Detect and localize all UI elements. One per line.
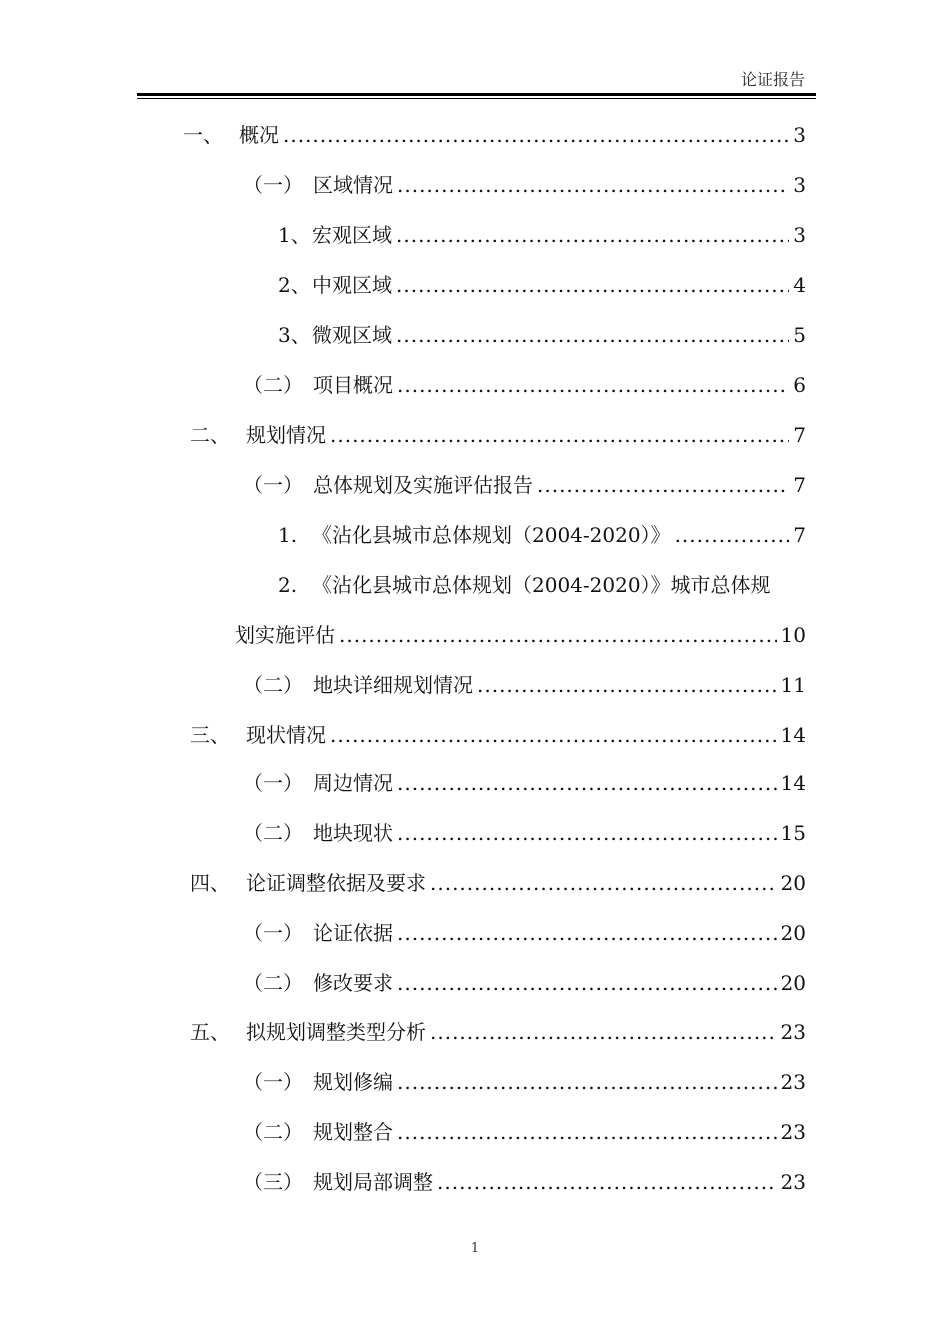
- toc-leader-dots: [397, 170, 789, 200]
- toc-title: 规划局部调整: [313, 1170, 433, 1194]
- toc-number: （二）: [243, 1120, 303, 1144]
- toc-number: （二）: [243, 373, 303, 397]
- toc-number: （一）: [243, 921, 303, 945]
- toc-page-number: 6: [793, 373, 806, 397]
- toc-entry[interactable]: [190, 868, 806, 898]
- toc-entry[interactable]: [243, 1067, 806, 1097]
- toc-page-number: 4: [793, 273, 806, 297]
- toc-leader-dots: [396, 270, 789, 300]
- toc-entry[interactable]: [278, 270, 806, 300]
- toc-entry-wrapped[interactable]: [278, 570, 771, 600]
- toc-page-number: 14: [780, 771, 806, 795]
- toc-page-number: 20: [780, 971, 806, 995]
- toc-number: 二、: [190, 423, 230, 447]
- toc-leader-dots: [397, 768, 777, 798]
- toc-entry[interactable]: [278, 320, 806, 350]
- toc-title: 地块详细规划情况: [313, 673, 473, 697]
- toc-number: 3、: [278, 323, 311, 347]
- toc-title: 《沾化县城市总体规划（2004-2020）》城市总体规: [312, 573, 771, 597]
- toc-page-number: 7: [793, 473, 806, 497]
- toc-leader-dots: [397, 370, 789, 400]
- toc-page-number: 3: [793, 123, 806, 147]
- toc-page-number: 14: [780, 723, 806, 747]
- toc-number: （一）: [243, 1070, 303, 1094]
- toc-entry[interactable]: [243, 370, 806, 400]
- toc-title: 《沾化县城市总体规划（2004-2020）》: [312, 523, 671, 547]
- toc-page-number: 23: [780, 1070, 806, 1094]
- toc-title: 项目概况: [313, 373, 393, 397]
- toc-title-continuation: 划实施评估: [235, 623, 335, 647]
- toc-number: （二）: [243, 821, 303, 845]
- toc-title: 微观区域: [312, 323, 392, 347]
- toc-leader-dots: [397, 968, 777, 998]
- toc-entry[interactable]: [278, 520, 806, 550]
- toc-page-number: 15: [780, 821, 806, 845]
- toc-title: 总体规划及实施评估报告: [313, 473, 533, 497]
- toc-number: （二）: [243, 971, 303, 995]
- toc-entry[interactable]: [278, 220, 806, 250]
- toc-title: 规划整合: [313, 1120, 393, 1144]
- toc-number: 1.: [278, 523, 298, 547]
- toc-title: 论证依据: [313, 921, 393, 945]
- toc-title: 周边情况: [313, 771, 393, 795]
- toc-page-number: 20: [780, 871, 806, 895]
- toc-entry[interactable]: [190, 720, 806, 750]
- toc-leader-dots: [396, 220, 789, 250]
- toc-title: 拟规划调整类型分析: [246, 1020, 426, 1044]
- toc-leader-dots: [330, 720, 777, 750]
- toc-leader-dots: [397, 918, 777, 948]
- toc-page-number: 7: [793, 523, 806, 547]
- page-number-footer: 1: [470, 1241, 480, 1256]
- toc-leader-dots: [397, 818, 777, 848]
- toc-number: 四、: [190, 871, 230, 895]
- toc-page-number: 23: [780, 1020, 806, 1044]
- toc-title: 区域情况: [313, 173, 393, 197]
- toc-page-number: 10: [780, 623, 806, 647]
- toc-title: 现状情况: [246, 723, 326, 747]
- toc-leader-dots: [430, 1017, 777, 1047]
- toc-entry-continuation[interactable]: [235, 620, 806, 650]
- toc-leader-dots: [397, 1067, 777, 1097]
- toc-leader-dots: [396, 320, 789, 350]
- toc-leader-dots: [339, 620, 777, 650]
- toc-page-number: 23: [780, 1120, 806, 1144]
- toc-page-number: 3: [793, 173, 806, 197]
- toc-leader-dots: [537, 470, 789, 500]
- toc-entry[interactable]: [243, 470, 806, 500]
- toc-number: （三）: [243, 1170, 303, 1194]
- toc-number: （二）: [243, 673, 303, 697]
- toc-entry[interactable]: [243, 968, 806, 998]
- toc-entry[interactable]: [190, 420, 806, 450]
- toc-page-number: 7: [793, 423, 806, 447]
- toc-number: （一）: [243, 771, 303, 795]
- toc-entry[interactable]: [183, 120, 806, 150]
- toc-entry[interactable]: [243, 1167, 806, 1197]
- toc-entry[interactable]: [243, 170, 806, 200]
- toc-entry[interactable]: [243, 670, 806, 700]
- toc-title: 规划情况: [246, 423, 326, 447]
- toc-leader-dots: [330, 420, 789, 450]
- toc-title: 中观区域: [312, 273, 392, 297]
- toc-page-number: 11: [780, 673, 806, 697]
- toc-entry[interactable]: [243, 918, 806, 948]
- toc-page-number: 20: [780, 921, 806, 945]
- toc-number: 2、: [278, 273, 311, 297]
- toc-number: 五、: [190, 1020, 230, 1044]
- toc-title: 论证调整依据及要求: [246, 871, 426, 895]
- toc-leader-dots: [430, 868, 777, 898]
- toc-number: 一、: [183, 123, 223, 147]
- header-rule-thin: [137, 98, 816, 99]
- toc-leader-dots: [437, 1167, 777, 1197]
- toc-page-number: 3: [793, 223, 806, 247]
- toc-page-number: 23: [780, 1170, 806, 1194]
- toc-number: （一）: [243, 473, 303, 497]
- toc-page-number: 5: [793, 323, 806, 347]
- toc-title: 宏观区域: [312, 223, 392, 247]
- toc-number: 1、: [278, 223, 311, 247]
- toc-title: 修改要求: [313, 971, 393, 995]
- toc-number: （一）: [243, 173, 303, 197]
- toc-title: 概况: [239, 123, 279, 147]
- toc-leader-dots: [397, 1117, 777, 1147]
- toc-number: 三、: [190, 723, 230, 747]
- header-title: 论证报告: [740, 70, 805, 89]
- toc-leader-dots: [477, 670, 777, 700]
- toc-leader-dots: [283, 120, 789, 150]
- toc-leader-dots: [675, 520, 790, 550]
- toc-number: 2.: [278, 573, 298, 597]
- toc-entry[interactable]: [243, 768, 806, 798]
- toc-entry[interactable]: [190, 1017, 806, 1047]
- toc-entry[interactable]: [243, 818, 806, 848]
- toc-title: 地块现状: [313, 821, 393, 845]
- toc-entry[interactable]: [243, 1117, 806, 1147]
- header-rule-thick: [137, 93, 816, 96]
- toc-title: 规划修编: [313, 1070, 393, 1094]
